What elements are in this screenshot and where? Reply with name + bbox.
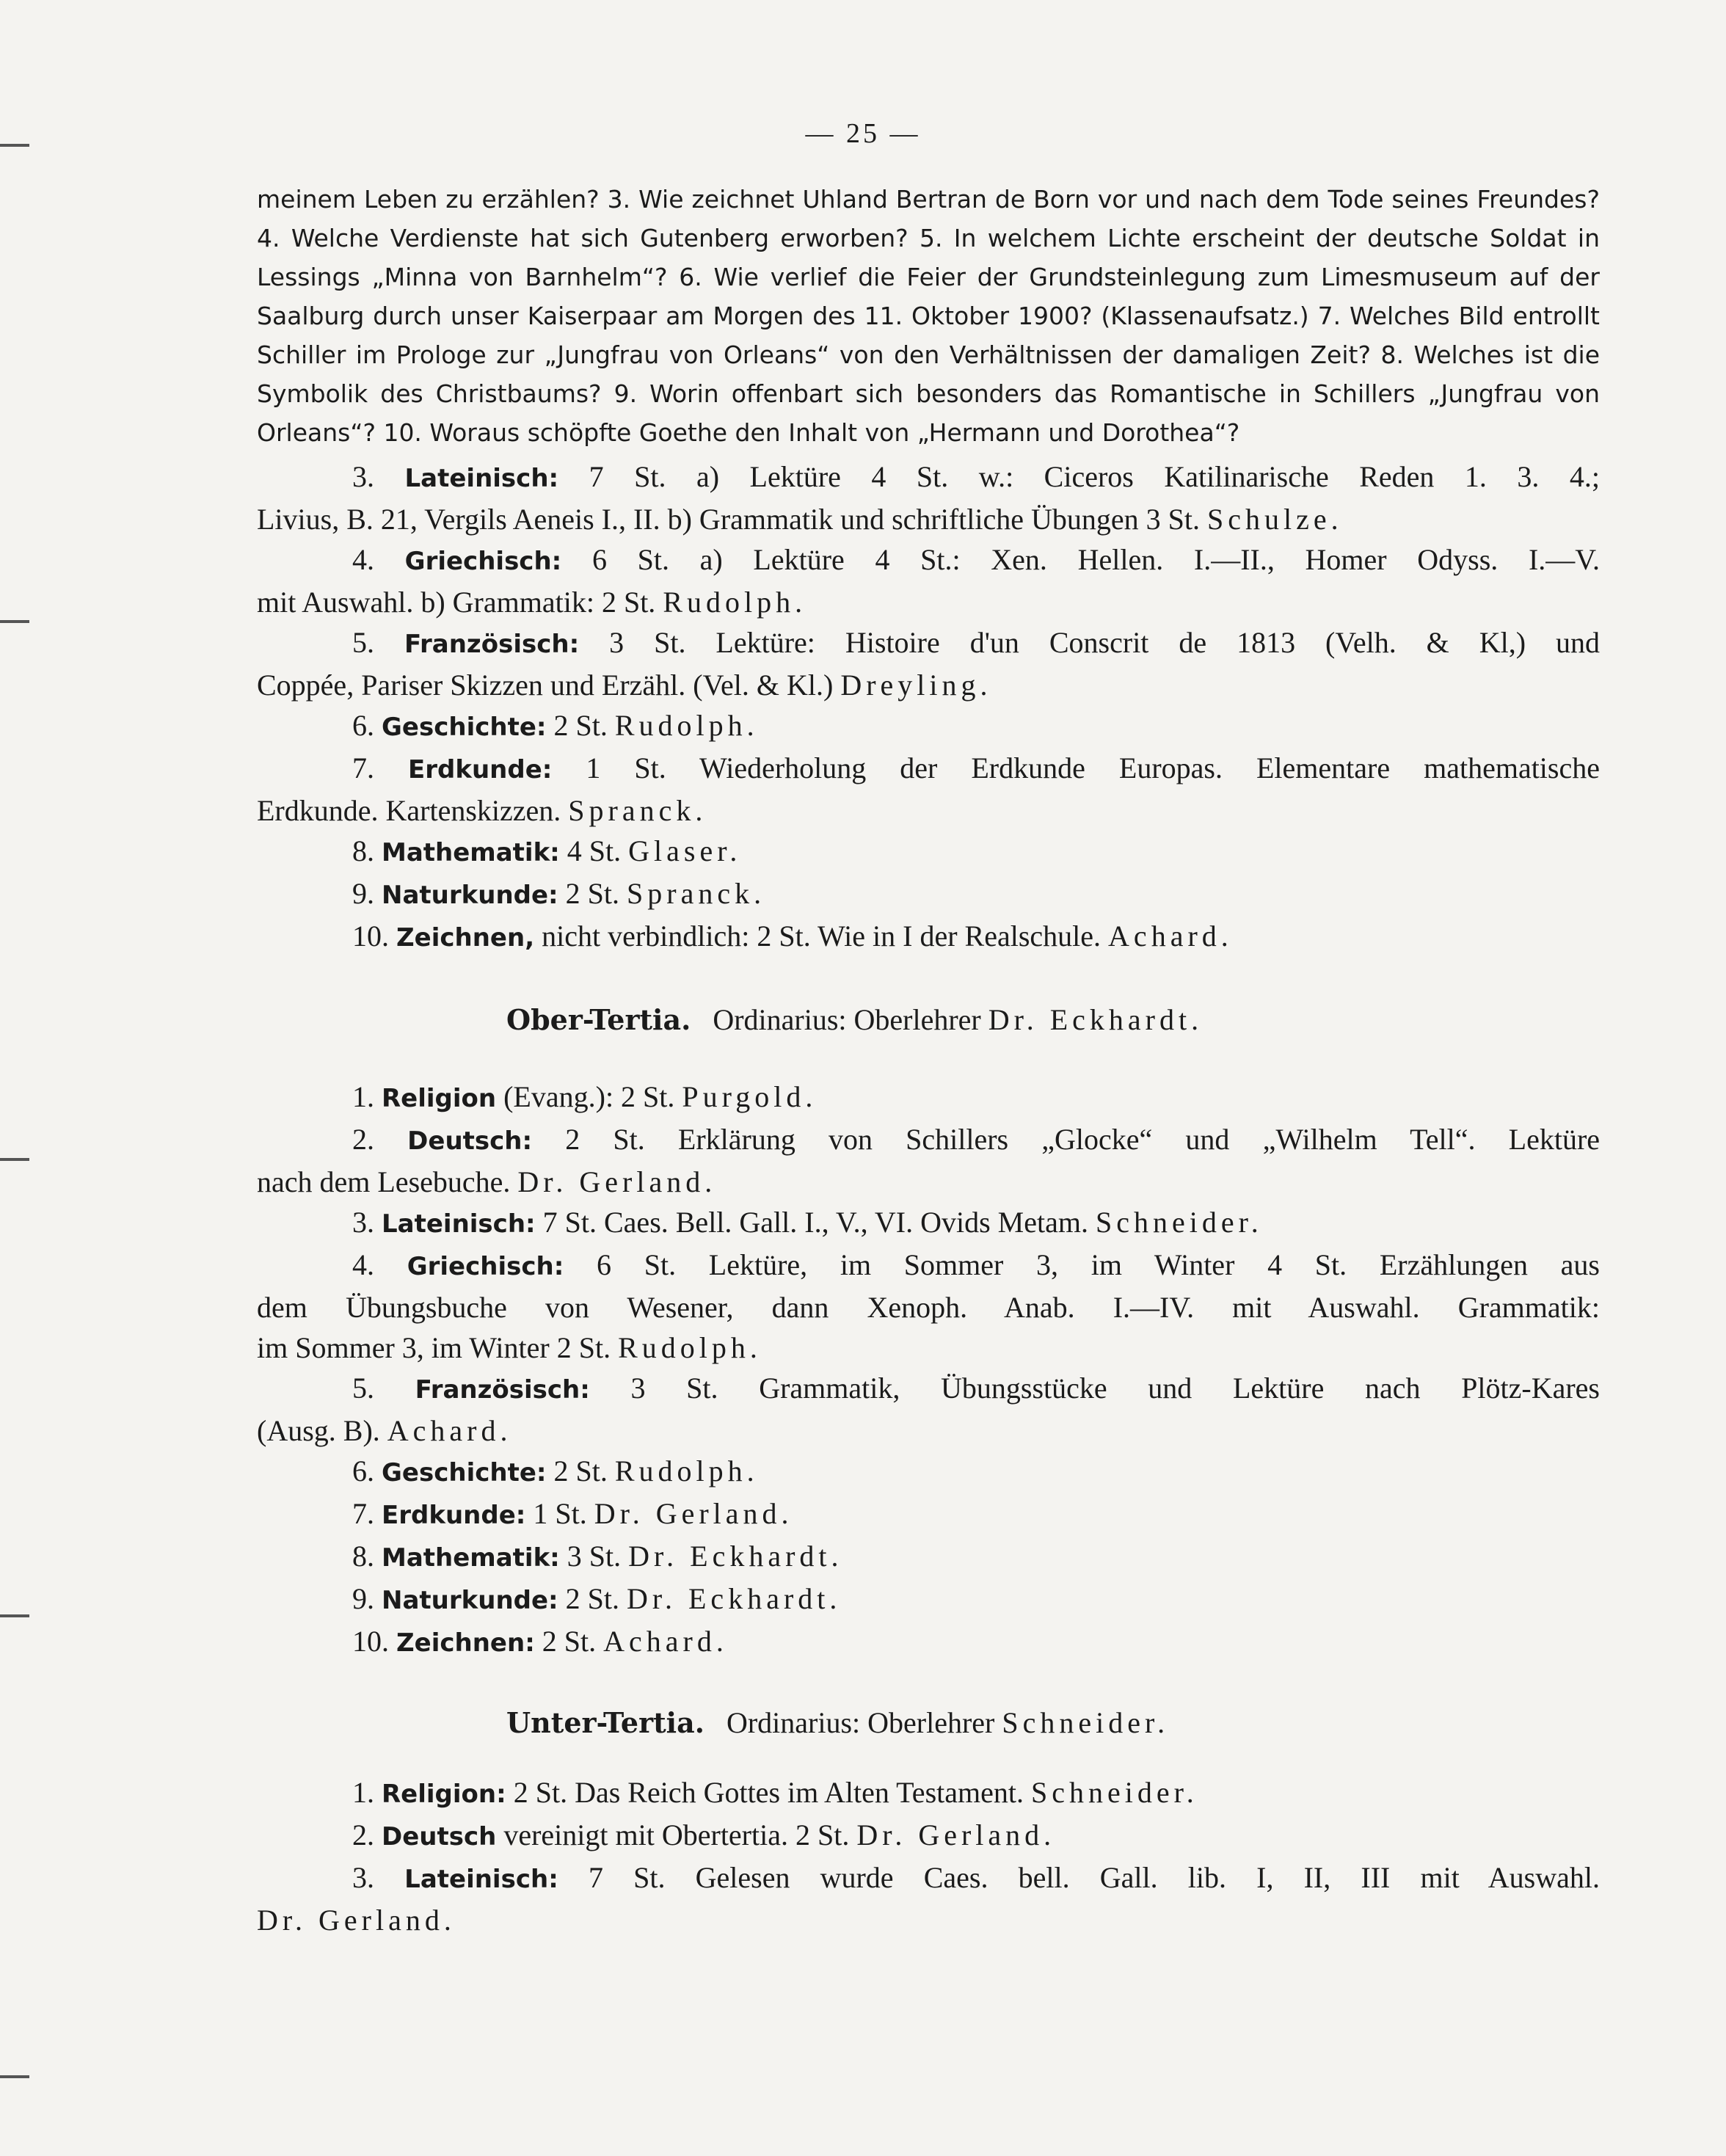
subject-continuation: Dr. Gerland. [257, 1904, 456, 1937]
subject-line-german: 2. Deutsch vereinigt mit Obertertia. 2 St. Dr. Gerland. [352, 1818, 1056, 1851]
subject-line-religion: 1. Religion: 2 St. Das Reich Gottes im Alten Testament. Schneider. [352, 1776, 1198, 1809]
subject-continuation: Coppée, Pariser Skizzen und Erzähl. (Vel. & Kl.) Dreyling. [257, 669, 992, 702]
subject-line-science: 9. Naturkunde: 2 St. Dr. Eckhardt. [352, 1582, 842, 1615]
margin-mark [0, 1158, 29, 1161]
subject-continuation: nach dem Lesebuche. Dr. Gerland. [257, 1165, 717, 1198]
subject-continuation: Erdkunde. Kartenskizzen. Spranck. [257, 794, 707, 827]
class-heading: Unter-Tertia. Ordinarius: Oberlehrer Schneider. [506, 1706, 1170, 1739]
subject-continuation: (Ausg. B). Achard. [257, 1414, 512, 1447]
subject-line-french: 5. Französisch: 3 St. Lektüre: Histoire d'un Conscrit de 1813 (Velh. & Kl,) und [352, 626, 1601, 659]
subject-line-latin: 3. Lateinisch: 7 St. a) Lektüre 4 St. w.: Ciceros Katilinarische Reden 1. 3. 4.; [352, 460, 1601, 493]
class-heading: Ober-Tertia. Ordinarius: Oberlehrer Dr. Eckhardt. [506, 1003, 1204, 1036]
margin-mark [0, 2075, 29, 2078]
subject-line-latin: 3. Lateinisch: 7 St. Caes. Bell. Gall. I., V., VI. Ovids Metam. Schneider. [352, 1206, 1263, 1239]
subject-line-religion: 1. Religion (Evang.): 2 St. Purgold. [352, 1080, 818, 1113]
subject-line-math: 8. Mathematik: 4 St. Glaser. [352, 834, 742, 867]
section-unter-tertia [257, 1702, 1600, 1940]
subject-continuation: im Sommer 3, im Winter 2 St. Rudolph. [257, 1331, 762, 1364]
subject-line-drawing: 10. Zeichnen: 2 St. Achard. [352, 1625, 728, 1658]
subject-continuation: dem Übungsbuche von Wesener, dann Xenoph. Anab. I.—IV. mit Auswahl. Grammatik: [257, 1291, 1600, 1324]
page-number: — 25 — [805, 118, 921, 149]
subject-line-history: 6. Geschichte: 2 St. Rudolph. [352, 709, 759, 742]
subject-line-greek: 4. Griechisch: 6 St. a) Lektüre 4 St.: Xen. Hellen. I.—II., Homer Odyss. I.—V. [352, 543, 1600, 576]
margin-mark [0, 620, 29, 623]
subject-line-science: 9. Naturkunde: 2 St. Spranck. [352, 877, 766, 910]
subject-line-geography: 7. Erdkunde: 1 St. Dr. Gerland. [352, 1497, 793, 1530]
subject-line-geography: 7. Erdkunde: 1 St. Wiederholung der Erdkunde Europas. Elementare mathematische [352, 751, 1600, 784]
subject-line-greek: 4. Griechisch: 6 St. Lektüre, im Sommer 3, im Winter 4 St. Erzählungen aus [352, 1248, 1600, 1281]
subject-line-math: 8. Mathematik: 3 St. Dr. Eckhardt. [352, 1540, 843, 1573]
subject-line-history: 6. Geschichte: 2 St. Rudolph. [352, 1454, 759, 1487]
section-ober-tertia [257, 999, 1600, 1664]
subject-continuation: mit Auswahl. b) Grammatik: 2 St. Rudolph. [257, 586, 807, 619]
section-previous-class [257, 456, 1600, 958]
intro-paragraph: meinem Leben zu erzählen? 3. Wie zeichnet Uhland Bertran de Born vor und nach dem Tode seines Freundes? 4. Welche Verdienste hat sich Gutenberg erworben? 5. In welchem Lichte erscheint der deutsche Soldat in Lessings „Minna von Barnhelm“? 6. Wie verlief die Feier der Grundsteinlegung zum Limesmuseum auf der Saalburg durch unser Kaiserpaar am Morgen des 11. Oktober 1900? (Klassenaufsatz.) 7. Welches Bild entrollt Schiller im Prologe zur „Jungfrau von Orleans“ von den Verhältnissen der damaligen Zeit? 8. Welches ist die Symbolik des Christbaums? 9. Worin offenbart sich besonders das Romantische in Schillers „Jungfrau von Orleans“? 10. Woraus schöpfte Goethe den Inhalt von „Hermann und Dorothea“? [257, 185, 1600, 447]
subject-line-drawing: 10. Zeichnen, nicht verbindlich: 2 St. Wie in I der Realschule. Achard. [352, 919, 1233, 953]
subject-continuation: Livius, B. 21, Vergils Aeneis I., II. b) Grammatik und schriftliche Übungen 3 St. Schulze. [257, 503, 1343, 536]
margin-mark [0, 1614, 29, 1617]
subject-line-french: 5. Französisch: 3 St. Grammatik, Übungsstücke und Lektüre nach Plötz-Kares [352, 1372, 1600, 1405]
subject-line-latin: 3. Lateinisch: 7 St. Gelesen wurde Caes. bell. Gall. lib. I, II, III mit Auswahl. [352, 1861, 1600, 1894]
subject-line-german: 2. Deutsch: 2 St. Erklärung von Schillers „Glocke“ und „Wilhelm Tell“. Lektüre [352, 1123, 1601, 1156]
